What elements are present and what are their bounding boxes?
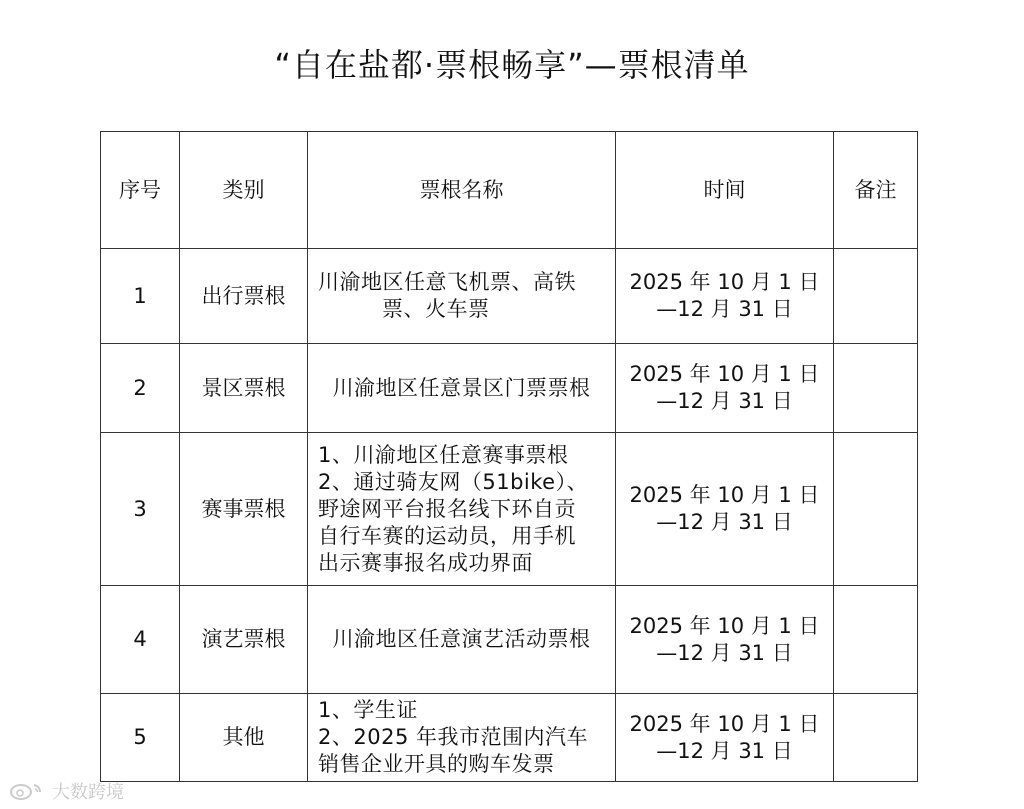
row-category: 景区票根	[180, 344, 308, 433]
ticket-list-table	[100, 131, 918, 782]
row-note	[834, 433, 918, 586]
document-title: “自在盐都·票根畅享”—票根清单	[274, 46, 750, 84]
header-time: 时间	[616, 132, 834, 249]
row-ticket-name: 川渝地区任意景区门票票根	[308, 344, 616, 433]
table-row	[101, 433, 918, 586]
row-note	[834, 586, 918, 694]
row-note	[834, 249, 918, 344]
row-category: 赛事票根	[180, 433, 308, 586]
row-ticket-name: 川渝地区任意飞机票、高铁 票、火车票	[308, 249, 616, 344]
row-no: 4	[101, 586, 180, 694]
row-time: 2025 年 10 月 1 日 —12 月 31 日	[616, 249, 834, 344]
row-no: 5	[101, 694, 180, 782]
table-row	[101, 344, 918, 433]
table-header-row	[101, 132, 918, 249]
table-row	[101, 694, 918, 782]
row-no: 3	[101, 433, 180, 586]
row-time: 2025 年 10 月 1 日 —12 月 31 日	[616, 694, 834, 782]
row-no: 1	[101, 249, 180, 344]
row-time: 2025 年 10 月 1 日 —12 月 31 日	[616, 586, 834, 694]
table-row	[101, 586, 918, 694]
row-note	[834, 344, 918, 433]
header-no: 序号	[101, 132, 180, 249]
watermark	[8, 778, 124, 804]
row-no: 2	[101, 344, 180, 433]
weibo-logo-icon	[8, 781, 48, 801]
watermark-text: 大数跨境	[52, 782, 124, 803]
row-note	[834, 694, 918, 782]
header-category: 类别	[180, 132, 308, 249]
row-time: 2025 年 10 月 1 日 —12 月 31 日	[616, 433, 834, 586]
row-ticket-name: 1、川渝地区任意赛事票根 2、通过骑友网（51bike）、 野途网平台报名线下环自贡 自行车赛的运动员，用手机 出示赛事报名成功界面	[308, 433, 616, 586]
row-category: 出行票根	[180, 249, 308, 344]
header-note: 备注	[834, 132, 918, 249]
row-ticket-name: 川渝地区任意演艺活动票根	[308, 586, 616, 694]
row-category: 其他	[180, 694, 308, 782]
row-ticket-name: 1、学生证 2、2025 年我市范围内汽车 销售企业开具的购车发票	[308, 694, 616, 782]
header-ticket-name: 票根名称	[308, 132, 616, 249]
row-time: 2025 年 10 月 1 日 —12 月 31 日	[616, 344, 834, 433]
row-category: 演艺票根	[180, 586, 308, 694]
table-row	[101, 249, 918, 344]
